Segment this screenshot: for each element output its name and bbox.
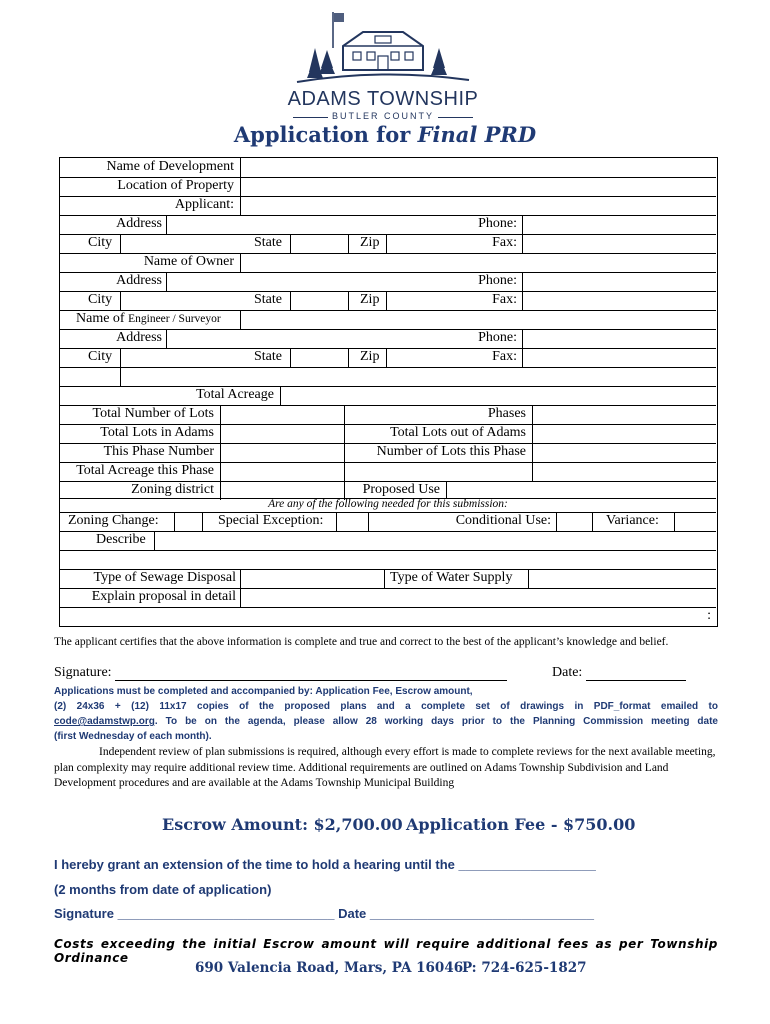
- certification-text: The applicant certifies that the above information is complete and true and correct to the best of the applicant’s knowledge and belief.: [54, 636, 669, 648]
- label-engineer-surveyor: Name of Engineer / Surveyor: [76, 311, 221, 326]
- label-total-number-of-lots: Total Number of Lots: [92, 406, 214, 421]
- label-engineer-zip: Zip: [360, 349, 380, 364]
- label-applicant: Applicant:: [174, 197, 234, 212]
- label-sewage-disposal: Type of Sewage Disposal: [93, 570, 236, 585]
- requirements-line-3: code@adamstwp.org. To be on the agenda, please allow 28 working days prior to the Planning Commission meeting date: [54, 716, 718, 727]
- describe-field[interactable]: [155, 531, 716, 550]
- label-this-phase-number: This Phase Number: [103, 444, 214, 459]
- applicant-city-field[interactable]: [121, 234, 251, 253]
- label-phases: Phases: [487, 406, 526, 421]
- label-engineer-address: Address: [116, 330, 162, 345]
- applicant-zip-field[interactable]: [387, 234, 467, 253]
- label-engineer-city: City: [88, 349, 113, 364]
- label-describe: Describe: [96, 532, 146, 547]
- label-name-of-owner: Name of Owner: [143, 254, 234, 269]
- engineer-name-field[interactable]: [241, 310, 716, 329]
- explain-proposal-field[interactable]: [241, 588, 716, 607]
- label-owner-state: State: [254, 292, 282, 307]
- signature-date-line: Signature ______________________________ Date _______________________________: [54, 906, 594, 921]
- label-owner-address: Address: [116, 273, 162, 288]
- label-engineer-fax: Fax:: [492, 349, 517, 364]
- label-proposed-use: Proposed Use: [362, 482, 440, 497]
- label-number-of-lots-this-phase: Number of Lots this Phase: [376, 444, 526, 459]
- application-fee: Application Fee - $750.00: [406, 815, 636, 834]
- location-of-property-field[interactable]: [241, 177, 716, 196]
- escrow-amount: Escrow Amount: $2,700.00: [162, 815, 403, 834]
- extension-text: I hereby grant an extension of the time to hold a hearing until the ___________________: [54, 857, 596, 872]
- costs-note: Costs exceeding the initial Escrow amount will require additional fees as per Township Ordinance: [54, 937, 718, 965]
- applicant-state-field[interactable]: [291, 234, 348, 253]
- label-owner-zip: Zip: [360, 292, 380, 307]
- applicant-phone-field[interactable]: [523, 215, 716, 234]
- label-location-of-property: Location of Property: [117, 178, 234, 193]
- requirements-line-1: Applications must be completed and accompanied by: Application Fee, Escrow amount,: [54, 686, 473, 697]
- footer-phone: P: 724-625-1827: [462, 960, 587, 976]
- label-owner-fax: Fax:: [492, 292, 517, 307]
- label-total-lots-in-adams: Total Lots in Adams: [100, 425, 214, 440]
- label-zip: Zip: [360, 235, 380, 250]
- label-explain-proposal: Explain proposal in detail: [91, 589, 236, 604]
- owner-name-field[interactable]: [241, 253, 716, 272]
- label-name-of-development: Name of Development: [106, 159, 234, 174]
- end-colon: :: [707, 608, 711, 623]
- label-engineer-state: State: [254, 349, 282, 364]
- label-address: Address: [116, 216, 162, 231]
- requirements-line-2: (2) 24x36 + (12) 11x17 copies of the proposed plans and a complete set of drawings in PDF_format emailed to: [54, 701, 718, 712]
- label-total-acreage: Total Acreage: [196, 387, 274, 402]
- name-of-development-field[interactable]: [241, 158, 716, 177]
- total-acreage-field[interactable]: [281, 386, 716, 405]
- label-zoning-district: Zoning district: [131, 482, 214, 497]
- signature-line: Signature:: [54, 665, 507, 681]
- label-fax: Fax:: [492, 235, 517, 250]
- label-state: State: [254, 235, 282, 250]
- two-months-text: (2 months from date of application): [54, 882, 272, 897]
- label-phone: Phone:: [478, 216, 517, 231]
- label-variance: Variance:: [606, 513, 659, 528]
- label-owner-phone: Phone:: [478, 273, 517, 288]
- applicant-address-field[interactable]: [167, 215, 467, 234]
- application-form: [59, 157, 718, 627]
- township-barn-logo-icon: [283, 8, 483, 88]
- requirements-line-4: (first Wednesday of each month).: [54, 731, 212, 742]
- label-total-acreage-this-phase: Total Acreage this Phase: [76, 463, 214, 478]
- signature-field[interactable]: [115, 666, 507, 681]
- label-water-supply: Type of Water Supply: [390, 570, 513, 585]
- label-owner-city: City: [88, 292, 113, 307]
- label-zoning-change: Zoning Change:: [68, 513, 159, 528]
- email-link[interactable]: code@adamstwp.org: [54, 716, 155, 727]
- applicant-fax-field[interactable]: [523, 234, 716, 253]
- footer-address: 690 Valencia Road, Mars, PA 16046: [195, 960, 464, 976]
- township-logo: [283, 8, 483, 120]
- label-engineer-phone: Phone:: [478, 330, 517, 345]
- label-city: City: [88, 235, 113, 250]
- county-name: BUTLER COUNTY: [283, 111, 483, 121]
- review-paragraph: Independent review of plan submissions is required, although every effort is made to complete reviews for the next available meeting, plan complexity may require additional review time. Additional requirements are outlined on Adams Township Subdivision and Land Development procedures and are available at the Adams Township Municipal Building: [54, 746, 716, 789]
- label-special-exception: Special Exception:: [218, 513, 324, 528]
- label-conditional-use: Conditional Use:: [455, 513, 551, 528]
- applicant-field[interactable]: [241, 196, 716, 215]
- date-line: Date:: [552, 665, 686, 681]
- township-name: ADAMS TOWNSHIP: [287, 88, 479, 110]
- date-field[interactable]: [586, 666, 686, 681]
- label-total-lots-out-of-adams: Total Lots out of Adams: [390, 425, 526, 440]
- page-title: Application for Final PRD: [233, 122, 537, 147]
- needed-note: Are any of the following needed for this submission:: [268, 498, 508, 510]
